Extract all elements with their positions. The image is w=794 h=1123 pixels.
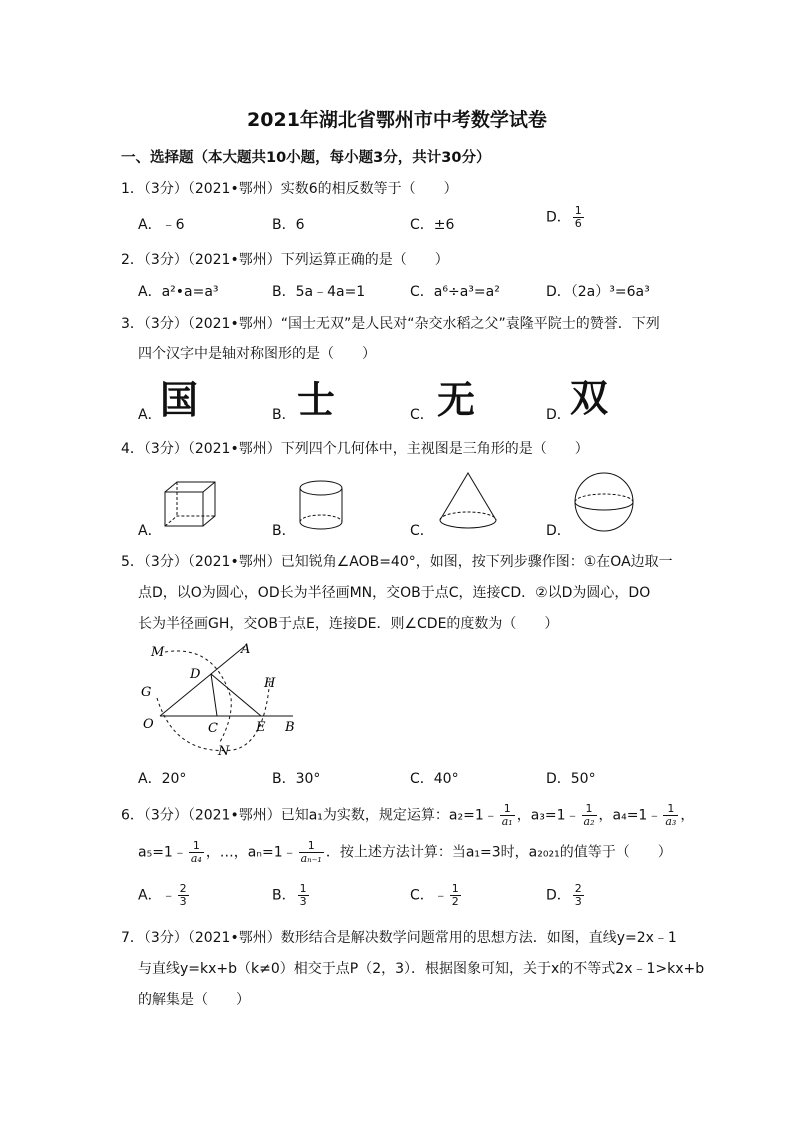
label-a: A [241, 642, 251, 657]
q4-option-c[interactable]: C． [410, 523, 434, 539]
option-fraction [178, 883, 189, 908]
q6-text: ， [680, 807, 695, 824]
q1-option-b[interactable]: B．6 [272, 217, 305, 233]
fraction-numerator: 1 [574, 204, 582, 217]
fraction-denominator: a₂ [583, 815, 595, 828]
fraction-denominator: a₄ [190, 852, 202, 865]
option-label: C．﹣ [410, 887, 448, 904]
q3-stem-line1: 3．（3分）（2021•鄂州）“国士无双”是人民对“杂交水稻之父”袁隆平院士的赞誉．下列 [121, 316, 660, 332]
fraction-denominator: 6 [574, 217, 582, 230]
q3-option-c[interactable]: C． [410, 407, 434, 423]
fraction-denominator: 3 [574, 895, 582, 908]
q1-option-a[interactable]: A．﹣6 [138, 217, 185, 233]
q6-option-d[interactable] [546, 883, 586, 908]
q7-stem-line3: 的解集是（ ） [138, 992, 250, 1008]
q6-fraction-2 [582, 803, 597, 828]
segment-de [211, 674, 261, 716]
q2-option-c[interactable]: C．a⁶÷a³=a² [410, 284, 500, 300]
fraction-numerator: 1 [500, 803, 515, 816]
fraction-numerator: 1 [451, 882, 459, 895]
q4-option-a[interactable]: A． [138, 523, 162, 539]
fraction-numerator: 1 [299, 882, 307, 895]
q6-option-c[interactable] [410, 883, 463, 908]
fraction-denominator: 3 [299, 895, 307, 908]
q2-option-d[interactable]: D．（2a）³=6a³ [546, 284, 650, 300]
segment-dc [211, 674, 217, 716]
q3-glyph-guo: 国 [160, 378, 199, 422]
q6-text: a₅=1﹣ [138, 844, 187, 861]
q6-text: ，…，aₙ=1﹣ [205, 844, 297, 861]
q1-option-d-label: D． [546, 209, 571, 226]
q5-stem-line1: 5．（3分）（2021•鄂州）已知锐角∠AOB=40°，如图，按下列步骤作图：①在OA边取一 [121, 554, 673, 570]
cone-figure [436, 470, 500, 534]
q6-fraction-1 [500, 803, 515, 828]
q3-glyph-wu: 无 [437, 378, 476, 422]
q4-option-d[interactable]: D． [546, 523, 571, 539]
q3-glyph-shi: 士 [297, 378, 336, 422]
q1-option-d-fraction [573, 205, 584, 230]
label-d: D [190, 667, 201, 682]
fraction-denominator: a₁ [501, 815, 513, 828]
q3-option-b[interactable]: B． [272, 407, 296, 423]
label-c: C [208, 721, 218, 736]
cylinder-figure [296, 478, 350, 532]
page-title: 2021年湖北省鄂州市中考数学试卷 [247, 109, 547, 131]
q7-stem-line1: 7．（3分）（2021•鄂州）数形结合是解决数学问题常用的思想方法．如图，直线y=2x﹣1 [121, 930, 677, 946]
label-h: H [264, 676, 276, 691]
q3-option-d[interactable]: D． [546, 407, 571, 423]
fraction-denominator: 2 [451, 895, 459, 908]
q1-stem: 1．（3分）（2021•鄂州）实数6的相反数等于（ ） [121, 181, 458, 197]
fraction-numerator: 2 [574, 882, 582, 895]
q6-text: ．按上述方法计算：当a₁=3时，a₂₀₂₁的值等于（ ） [325, 844, 672, 861]
sphere-figure [572, 470, 636, 534]
option-label: B． [272, 887, 296, 904]
q6-text: ，a₄=1﹣ [598, 807, 662, 824]
section-heading: 一、选择题（本大题共10小题，每小题3分，共计30分） [121, 150, 491, 166]
q4-stem: 4．（3分）（2021•鄂州）下列四个几何体中，主视图是三角形的是（ ） [121, 441, 589, 457]
q6-fraction-3 [663, 803, 678, 828]
q5-stem-line2: 点D，以O为圆心，OD长为半径画MN，交OB于点C，连接CD．②以D为圆心，DO [138, 585, 651, 601]
q6-option-a[interactable] [138, 883, 191, 908]
fraction-denominator: aₙ₋₁ [300, 852, 322, 865]
fraction-numerator: 1 [299, 840, 324, 853]
cube-figure [160, 480, 220, 530]
label-n: N [218, 744, 230, 759]
q6-fraction-5 [299, 840, 324, 865]
option-fraction [573, 883, 584, 908]
label-o: O [143, 717, 154, 732]
fraction-numerator: 1 [663, 803, 678, 816]
fraction-numerator: 2 [179, 882, 187, 895]
label-m: M [151, 645, 165, 660]
q6-option-b[interactable] [272, 883, 311, 908]
fraction-denominator: a₃ [665, 815, 677, 828]
q5-option-b[interactable]: B．30° [272, 771, 321, 787]
q6-text: ，a₃=1﹣ [516, 807, 580, 824]
q3-option-a[interactable]: A． [138, 407, 162, 423]
q4-option-b[interactable]: B． [272, 523, 296, 539]
q3-glyph-shuang: 双 [570, 376, 609, 420]
q5-option-d[interactable]: D．50° [546, 771, 596, 787]
q6-stem-line2 [138, 840, 672, 865]
q6-stem-line1 [121, 803, 694, 828]
fraction-numerator: 1 [582, 803, 597, 816]
q2-option-a[interactable]: A．a²•a=a³ [138, 284, 219, 300]
option-label: A．﹣ [138, 887, 176, 904]
label-b: B [285, 720, 295, 735]
label-e: E [256, 720, 266, 735]
q2-stem: 2．（3分）（2021•鄂州）下列运算正确的是（ ） [121, 252, 449, 268]
fraction-denominator: 3 [179, 895, 187, 908]
arc-mn [165, 651, 231, 742]
q7-stem-line2: 与直线y=kx+b（k≠0）相交于点P（2，3）．根据图象可知，关于x的不等式2x﹣1>kx+b [138, 961, 705, 977]
q3-stem-line2: 四个汉字中是轴对称图形的是（ ） [138, 346, 376, 362]
q5-stem-line3: 长为半径画GH，交OB于点E，连接DE．则∠CDE的度数为（ ） [138, 616, 559, 632]
fraction-numerator: 1 [189, 840, 204, 853]
option-fraction [450, 883, 461, 908]
option-label: D． [546, 887, 571, 904]
q6-fraction-4 [189, 840, 204, 865]
q2-option-b[interactable]: B．5a﹣4a=1 [272, 284, 366, 300]
q1-option-c[interactable]: C．±6 [410, 217, 455, 233]
q5-option-c[interactable]: C．40° [410, 771, 459, 787]
option-fraction [298, 883, 309, 908]
q5-geometry-figure [135, 638, 305, 760]
q5-option-a[interactable]: A．20° [138, 771, 187, 787]
label-g: G [141, 685, 152, 700]
q6-text: 6．（3分）（2021•鄂州）已知a₁为实数，规定运算：a₂=1﹣ [121, 807, 498, 824]
q1-option-d[interactable] [546, 205, 586, 230]
